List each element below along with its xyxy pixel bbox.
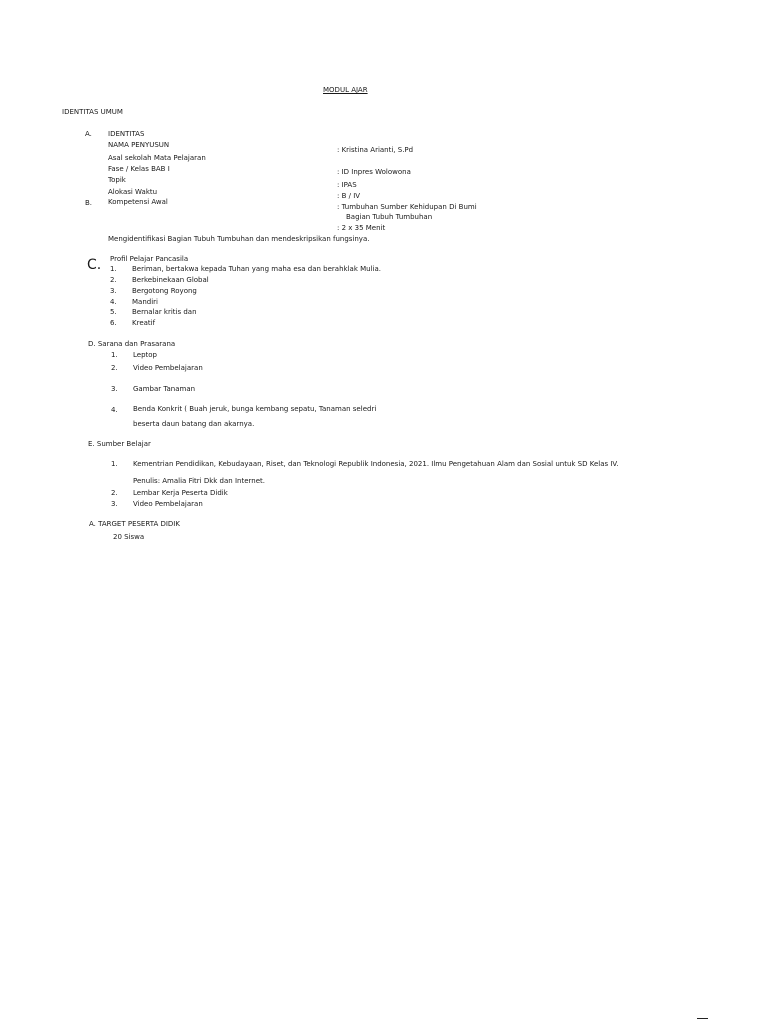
target-heading: A. TARGET PESERTA DIDIK (89, 520, 180, 528)
profil-item-6-text: Kreatif (132, 319, 156, 327)
sumber-item-1-cont: Penulis: Amalia Fitri Dkk dan Internet. (133, 477, 265, 485)
identitas-marker: A. (85, 130, 92, 138)
value-topik-cont: Bagian Tubuh Tumbuhan (346, 213, 433, 221)
value-fase-kelas: : B / IV (337, 192, 361, 200)
profil-item-1-num: 1. (110, 265, 117, 273)
sarana-item-2-num: 2. (111, 364, 118, 372)
sumber-item-1-num: 1. (111, 460, 118, 468)
sarana-item-3-text: Gambar Tanaman (133, 385, 196, 393)
section-title: IDENTITAS UMUM (62, 108, 123, 116)
kompetensi-text: Mengidentifikasi Bagian Tubuh Tumbuhan dan mendeskripsikan fungsinya. (108, 235, 370, 243)
sarana-item-2-text: Video Pembelajaran (133, 364, 203, 372)
profil-item-6-num: 6. (110, 319, 117, 327)
sumber-item-2-num: 2. (111, 489, 118, 497)
page-title: MODUL AJAR (323, 86, 368, 94)
profil-item-2-num: 2. (110, 276, 117, 284)
value-alokasi-waktu: : 2 x 35 Menit (337, 224, 386, 232)
profil-heading: Profil Pelajar Pancasila (110, 255, 189, 263)
label-nama-penyusun: NAMA PENYUSUN (108, 141, 170, 149)
profil-item-2-text: Berkebinekaan Global (132, 276, 209, 284)
sumber-item-3-text: Video Pembelajaran (133, 500, 203, 508)
value-nama-penyusun: : Kristina Arianti, S.Pd (337, 146, 414, 154)
sarana-item-4-num: 4. (111, 406, 118, 414)
sarana-heading: D. Sarana dan Prasarana (88, 340, 176, 348)
identitas-heading: IDENTITAS (108, 130, 145, 138)
label-asal-sekolah: Asal sekolah Mata Pelajaran (108, 154, 206, 162)
label-kompetensi-awal: Kompetensi Awal (108, 198, 168, 206)
profil-item-3-text: Bergotong Royong (132, 287, 197, 295)
sumber-heading: E. Sumber Belajar (88, 440, 151, 448)
profil-marker: C. (87, 257, 102, 273)
page-divider (697, 1018, 708, 1019)
sarana-item-4-text: Benda Konkrit ( Buah jeruk, bunga kembang sepatu, Tanaman seledri (133, 405, 377, 413)
value-topik: : Tumbuhan Sumber Kehidupan Di Bumi (337, 203, 477, 211)
value-mata-pelajaran: : IPAS (337, 181, 357, 189)
label-topik: Topik (108, 176, 126, 184)
label-fase-kelas: Fase / Kelas BAB I (108, 165, 170, 173)
profil-item-3-num: 3. (110, 287, 117, 295)
profil-item-1-text: Beriman, bertakwa kepada Tuhan yang maha esa dan berahklak Mulia. (132, 265, 381, 273)
profil-item-4-text: Mandiri (132, 298, 158, 306)
sarana-item-4-cont: beserta daun batang dan akarnya. (133, 420, 255, 428)
sumber-item-2-text: Lembar Kerja Peserta Didik (133, 489, 228, 497)
target-value: 20 Siswa (113, 533, 145, 541)
profil-item-4-num: 4. (110, 298, 117, 306)
value-asal-sekolah: : ID Inpres Wolowona (337, 168, 411, 176)
sarana-item-3-num: 3. (111, 385, 118, 393)
sarana-item-1-text: Leptop (133, 351, 157, 359)
sumber-item-3-num: 3. (111, 500, 118, 508)
sarana-item-1-num: 1. (111, 351, 118, 359)
profil-item-5-text: Bernalar kritis dan (132, 308, 197, 316)
sumber-item-1-text: Kementrian Pendidikan, Kebudayaan, Riset, dan Teknologi Republik Indonesia, 2021. Ilmu Pengetahuan Alam dan Sosial untuk SD Kelas IV. (133, 460, 619, 468)
kompetensi-marker: B. (85, 199, 93, 207)
profil-item-5-num: 5. (110, 308, 117, 316)
label-alokasi-waktu: Alokasi Waktu (108, 188, 158, 196)
